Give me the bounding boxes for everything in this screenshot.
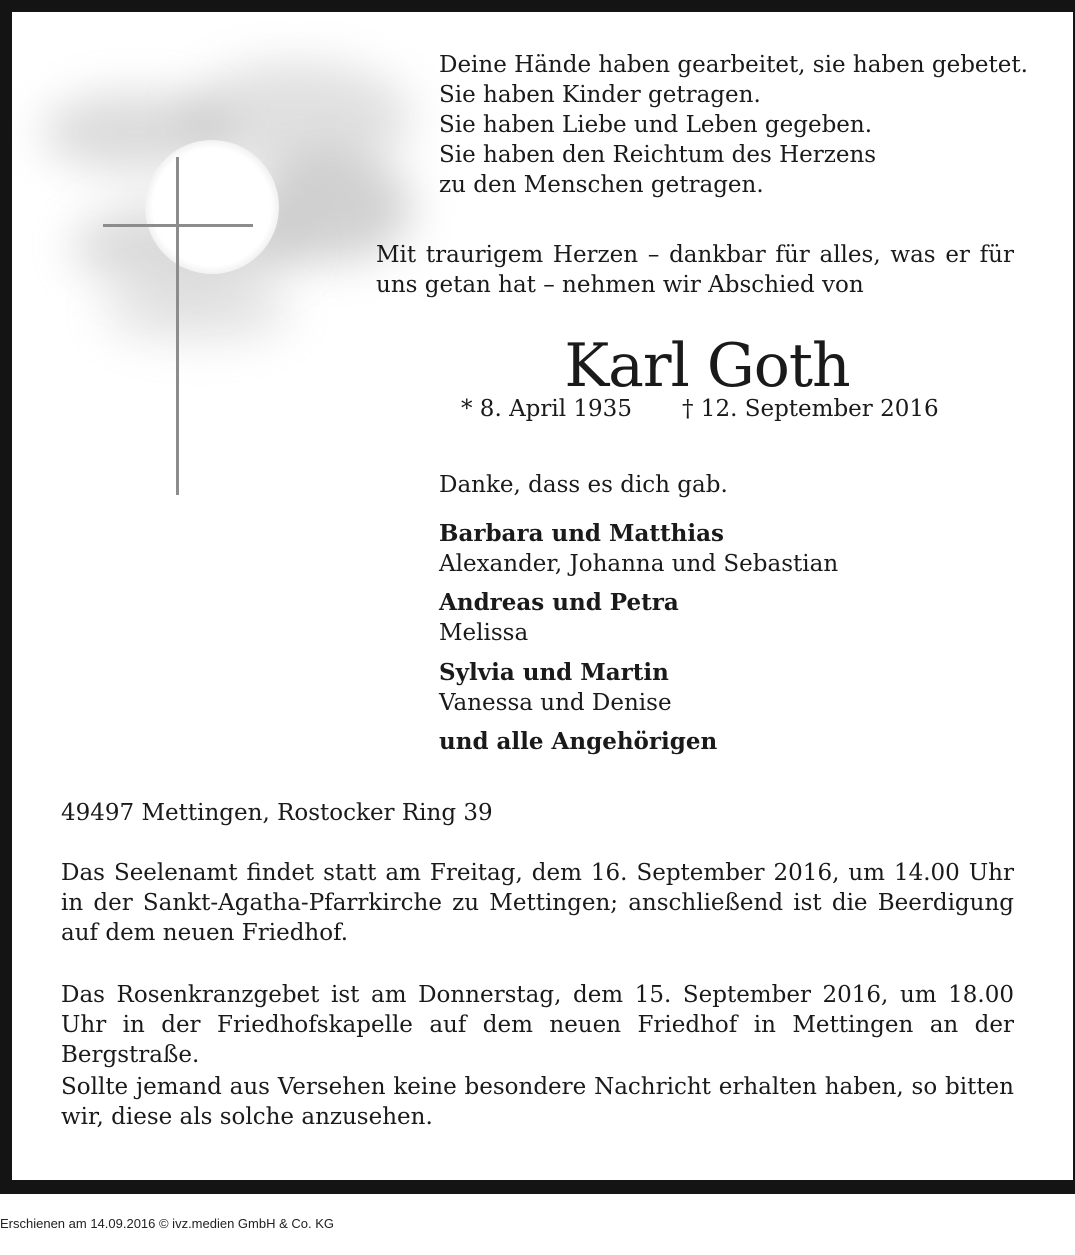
intro-text: Mit traurigem Herzen – dankbar für alles, was er für uns getan hat – nehmen wir Abschied von — [376, 242, 1014, 298]
thanks-line: Danke, dass es dich gab. — [439, 472, 728, 498]
family-names: Andreas und Petra — [439, 589, 679, 616]
family-names: Sylvia und Martin — [439, 659, 669, 686]
cross-icon — [176, 157, 179, 495]
poem-line: zu den Menschen getragen. — [439, 172, 764, 198]
family-children: Vanessa und Denise — [439, 690, 672, 716]
poem-line: Deine Hände haben gearbeitet, sie haben gebetet. — [439, 52, 1028, 78]
address: 49497 Mettingen, Rostocker Ring 39 — [61, 800, 493, 826]
notice-paragraph: Sollte jemand aus Versehen keine besondere Nachricht erhalten haben, so bitten wir, diese als solche anzusehen. — [61, 1074, 1014, 1130]
cross-bar — [103, 224, 253, 227]
poem-line: Sie haben Liebe und Leben gegeben. — [439, 112, 873, 138]
family-children: Alexander, Johanna und Sebastian — [439, 551, 839, 577]
moon-shape — [145, 140, 279, 274]
deceased-name: Karl Goth — [564, 331, 850, 401]
family-names: Barbara und Matthias — [439, 520, 724, 547]
poem-line: Sie haben Kinder getragen. — [439, 82, 761, 108]
poem-line: Sie haben den Reichtum des Herzens — [439, 142, 877, 168]
requiem-paragraph: Das Seelenamt findet statt am Freitag, dem 16. September 2016, um 14.00 Uhr in der Sankt-Agatha-Pfarrkirche zu Mettingen; anschließend ist die Beerdigung auf dem neuen Friedhof. — [61, 860, 1014, 946]
rosary-paragraph: Das Rosenkranzgebet ist am Donnerstag, dem 15. September 2016, um 18.00 Uhr in der Friedhofskapelle auf dem neuen Friedhof in Mettingen an der Bergstraße. — [61, 982, 1014, 1068]
birth-date: * 8. April 1935 — [461, 396, 632, 422]
relatives-line: und alle Angehörigen — [439, 728, 718, 755]
death-date: † 12. September 2016 — [682, 396, 939, 422]
family-children: Melissa — [439, 620, 529, 646]
publication-footer: Erschienen am 14.09.2016 © ivz.medien GmbH & Co. KG — [0, 1216, 335, 1231]
